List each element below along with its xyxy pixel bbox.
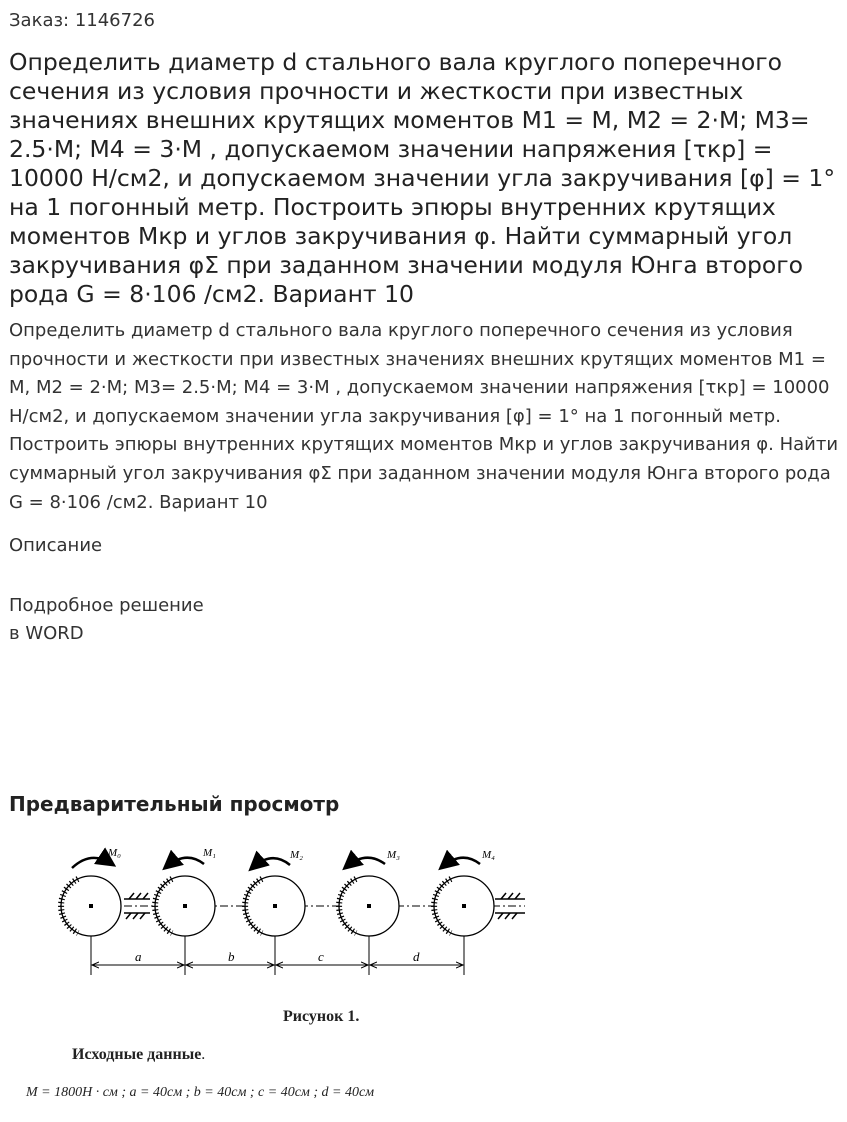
segment-label-b: b	[228, 949, 235, 964]
dimension-extensions	[91, 936, 464, 975]
solution-line-1: Подробное решение	[9, 595, 204, 616]
segment-label-c: c	[318, 949, 324, 964]
moment-arrow-3	[346, 858, 385, 867]
segment-label-d: d	[413, 949, 420, 964]
pulley-4	[434, 876, 494, 936]
solution-line-2: в WORD	[9, 623, 84, 644]
page-title: Определить диаметр d стального вала круглого поперечного сечения из условия прочности и жесткости при известных значениях внешних крутящих моментов М1 = М, М2 = 2·М; М3= 2.5·М; М4 = 3·М , допускаемом значении напряжения [τкр] = 10000 Н/см2, и допускаемом значении угла закручивания [φ] = 1° на 1 погонный метр. Построить эпюры внутренних крутящих моментов Мкр и углов закручивания φ. Найти суммарный угол закручивания φΣ при заданном значении модуля Юнга второго рода G = 8·106 /см2. Вариант 10	[9, 48, 836, 308]
moment-arrow-1	[166, 858, 204, 867]
pulley-1	[155, 876, 215, 936]
source-data-heading: Исходные данные.	[72, 1046, 206, 1063]
moment-arrow-4	[442, 858, 480, 867]
pulley-2	[245, 876, 305, 936]
source-data-values: M = 1800H · см ; a = 40см ; b = 40см ; c = 40см ; d = 40см	[26, 1085, 375, 1100]
task-description: Определить диаметр d стального вала круглого поперечного сечения из условия прочности и жесткости при известных значениях внешних крутящих моментов М1 = М, М2 = 2·М; М3= 2.5·М; М4 = 3·М , допускаемом значении напряжения [τкр] = 10000 Н/см2, и допускаемом значении угла закручивания [φ] = 1° на 1 погонный метр. Построить эпюры внутренних крутящих моментов Мкр и углов закручивания φ. Найти суммарный угол закручивания φΣ при заданном значении модуля Юнга второго рода G = 8·106 /см2. Вариант 10	[9, 320, 839, 513]
solution-note	[9, 592, 204, 648]
moment-label-0: M₀	[108, 847, 121, 859]
source-data-heading-text: Исходные данные	[72, 1046, 202, 1063]
moment-label-4: M₄	[482, 849, 495, 861]
description-label: Описание	[9, 535, 103, 556]
preview-heading: Предварительный просмотр	[9, 792, 340, 816]
shaft-diagram	[0, 835, 560, 995]
moment-label-3: M₃	[387, 849, 400, 861]
moment-arrow-2	[252, 858, 290, 868]
moment-arrow-0	[72, 858, 112, 868]
segment-label-a: a	[135, 949, 142, 964]
moment-label-1: M₁	[203, 847, 216, 859]
pulley-0	[61, 876, 121, 936]
moment-label-2: M₂	[290, 849, 303, 861]
figure-caption: Рисунок 1.	[283, 1008, 360, 1025]
order-number: Заказ: 1146726	[9, 10, 155, 31]
pulley-3	[339, 876, 399, 936]
